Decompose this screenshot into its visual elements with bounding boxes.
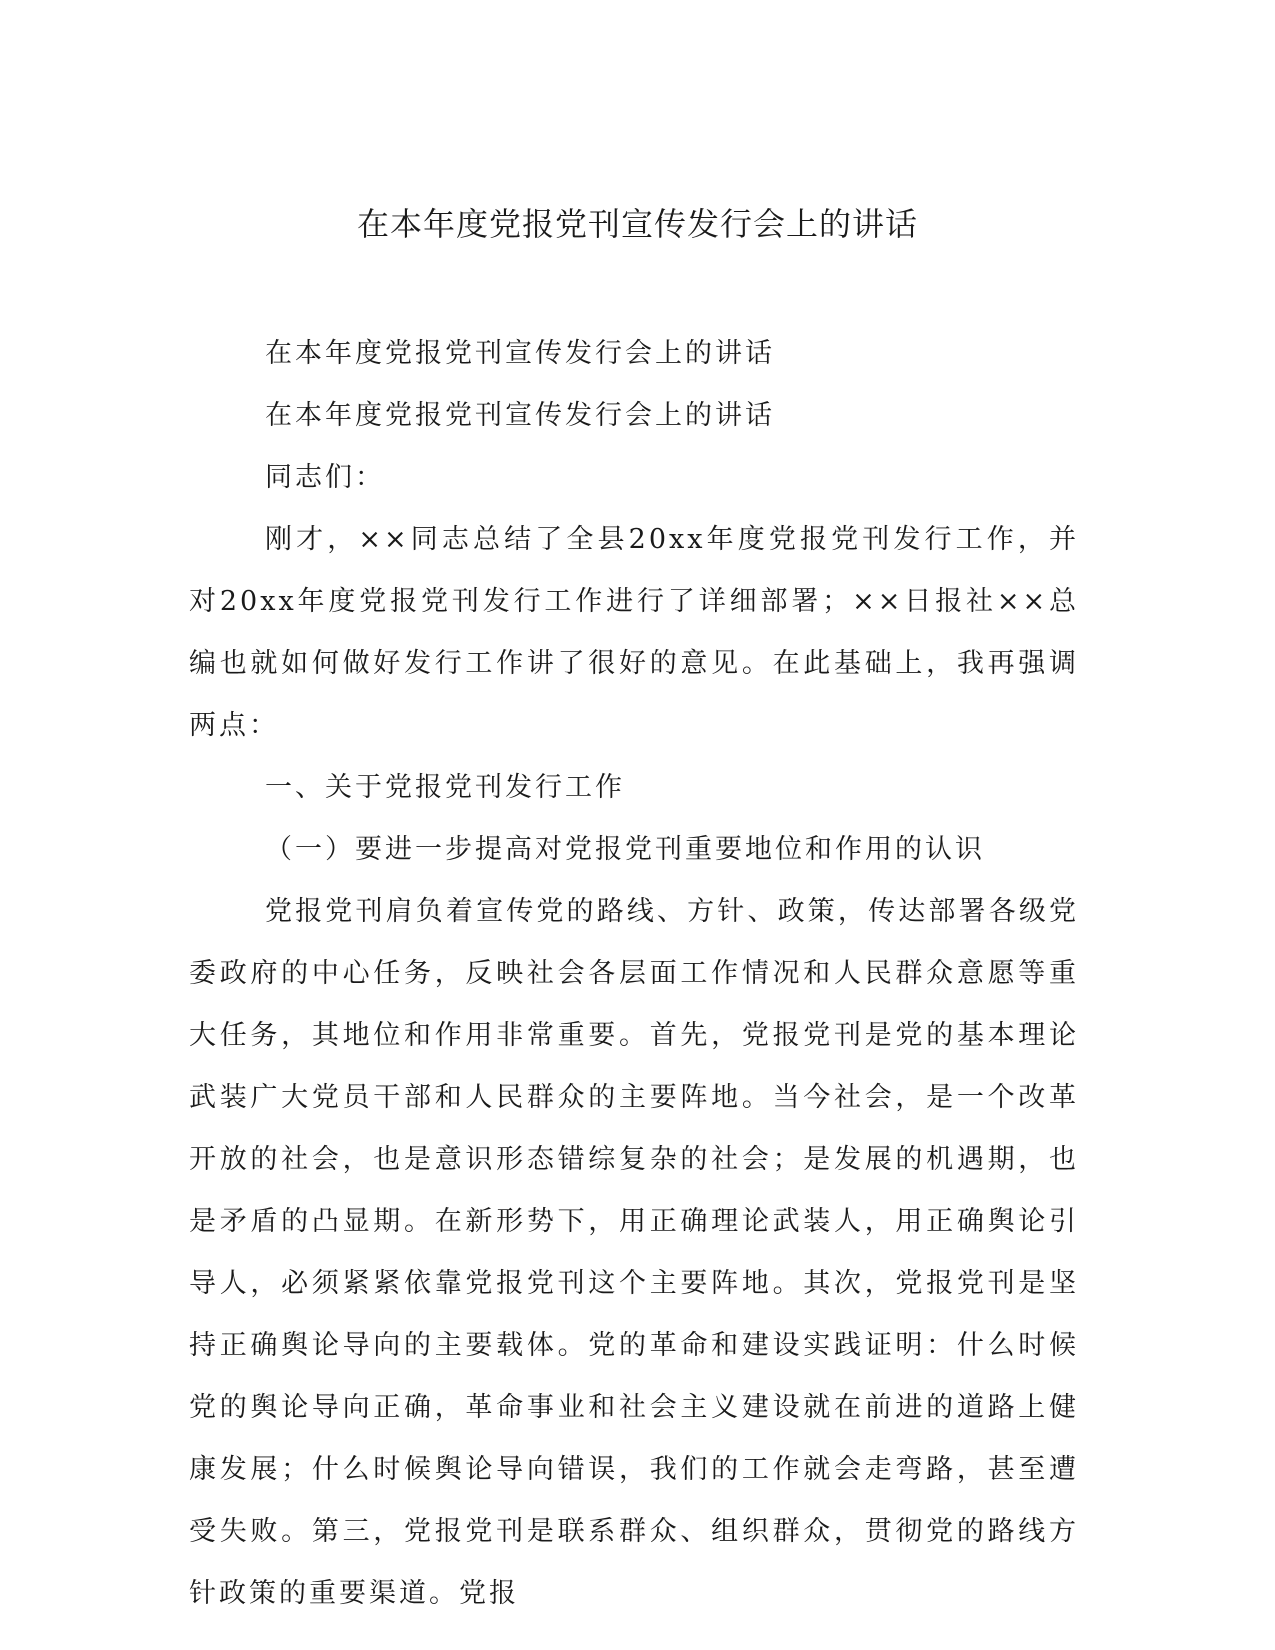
paragraph-heading-repeat-2: 在本年度党报党刊宣传发行会上的讲话	[265, 400, 775, 431]
paragraph-body: 党报党刊肩负着宣传党的路线、方针、政策，传达部署各级党委政府的中心任务，反映社会各层面工作情况和人民群众意愿等重大任务，其地位和作用非常重要。首先，党报党刊是党的基本理论武装广大党员干部和人民群众的主要阵地。当今社会，是一个改革开放的社会，也是意识形态错综复杂的社会；是发展的机遇期，也是矛盾的凸显期。在新形势下，用正确理论武装人，用正确舆论引导人，必须紧紧依靠党报党刊这个主要阵地。其次，党报党刊是坚持正确舆论导向的主要载体。党的革命和建设实践证明：什么时候党的舆论导向正确，革命事业和社会主义建设就在前进的道路上健康发展；什么时候舆论导向错误，我们的工作就会走弯路，甚至遭受失败。第三，党报党刊是联系群众、组织群众，贯彻党的路线方针政策的重要渠道。党报	[189, 896, 1079, 1609]
paragraph-intro: 刚才，××同志总结了全县20xx年度党报党刊发行工作，并对20xx年度党报党刊发行工作进行了详细部署；××日报社××总编也就如何做好发行工作讲了很好的意见。在此基础上，我再强调两点：	[189, 524, 1079, 741]
paragraph-salutation: 同志们：	[265, 462, 385, 493]
paragraph-heading-repeat-1: 在本年度党报党刊宣传发行会上的讲话	[265, 338, 775, 369]
document-body	[189, 323, 1079, 1625]
document-title: 在本年度党报党刊宣传发行会上的讲话	[356, 205, 918, 243]
subsection-heading-1: （一）要进一步提高对党报党刊重要地位和作用的认识	[265, 834, 985, 865]
section-heading-1: 一、关于党报党刊发行工作	[265, 772, 625, 803]
